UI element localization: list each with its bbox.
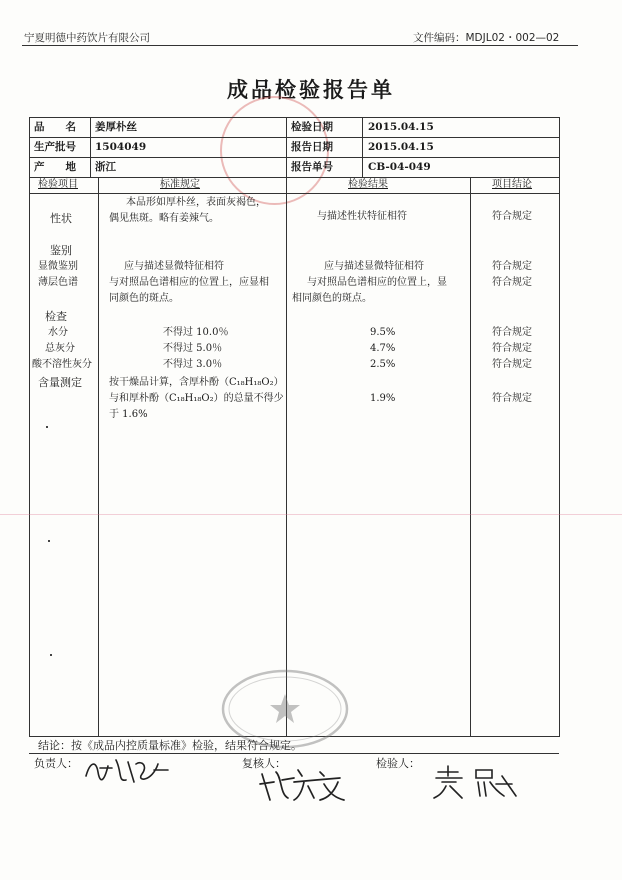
doc-code-value: MDJL02・002—02 (465, 32, 560, 44)
scan-line (0, 514, 622, 515)
micro-result: 应与描述显微特征相符 (324, 261, 424, 272)
micro-label: 显微鉴别 (38, 261, 78, 272)
batch-value: 1504049 (95, 141, 147, 153)
traits-label: 性状 (50, 212, 72, 225)
tlc-result-line2: 相同颜色的斑点。 (292, 293, 372, 304)
acid-ash-result: 2.5% (370, 359, 396, 370)
assay-std-line3: 于 1.6% (109, 409, 148, 420)
water-label: 水分 (48, 327, 68, 338)
micro-std: 应与描述显微特征相符 (124, 261, 224, 272)
tlc-conclusion: 符合规定 (492, 277, 532, 288)
final-conclusion: 结论：按《成品内控质量标准》检验，结果符合规定。 (38, 739, 302, 752)
reviewer-signature (258, 764, 348, 804)
tlc-std-line1: 与对照品色谱相应的位置上，应显相 (109, 277, 269, 288)
col-item: 检验项目 (38, 179, 78, 190)
check-label: 检查 (45, 310, 67, 323)
tlc-label: 薄层色谱 (38, 277, 78, 288)
tlc-std-line2: 同颜色的斑点。 (109, 293, 179, 304)
water-conclusion: 符合规定 (492, 327, 532, 338)
inspect-date-label: 检验日期 (291, 121, 333, 133)
traits-std-line2: 偶见焦斑。略有姜辣气。 (109, 213, 219, 224)
acid-ash-std: 不得过 3.0％ (163, 359, 223, 370)
reviewer-label: 复核人： (242, 757, 286, 770)
traits-conclusion: 符合规定 (492, 211, 532, 222)
batch-label: 生产批号 (34, 141, 76, 153)
micro-conclusion: 符合规定 (492, 261, 532, 272)
col-standard: 标准规定 (160, 179, 200, 190)
company-name: 宁夏明德中药饮片有限公司 (24, 32, 150, 44)
assay-result: 1.9% (370, 393, 396, 404)
report-date-value: 2015.04.15 (368, 141, 434, 153)
assay-label: 含量测定 (38, 376, 82, 389)
origin-value: 浙江 (95, 161, 116, 173)
col-conclusion: 项目结论 (492, 179, 532, 190)
origin-label: 产 地 (34, 161, 76, 173)
assay-std-line1: 按干燥品计算，含厚朴酚（C₁₈H₁₈O₂） (109, 377, 284, 388)
inspect-date-value: 2015.04.15 (368, 121, 434, 133)
report-no-label: 报告单号 (291, 161, 333, 173)
doc-code (413, 30, 559, 45)
water-result: 9.5% (370, 327, 396, 338)
ash-conclusion: 符合规定 (492, 343, 532, 354)
scan-speck (48, 540, 50, 542)
header-rule (22, 45, 578, 46)
tlc-result-line1: 与对照品色谱相应的位置上，显 (307, 277, 447, 288)
ident-label: 鉴别 (50, 244, 72, 257)
acid-ash-label: 酸不溶性灰分 (32, 359, 92, 370)
report-date-label: 报告日期 (291, 141, 333, 153)
assay-conclusion: 符合规定 (492, 393, 532, 404)
name-label: 品 名 (34, 121, 76, 133)
name-value: 姜厚朴丝 (95, 121, 137, 133)
col-result: 检验结果 (348, 179, 388, 190)
traits-std-line1: 本品形如厚朴丝，表面灰褐色， (126, 197, 266, 208)
responsible-signature (82, 752, 172, 788)
water-std: 不得过 10.0％ (163, 327, 229, 338)
inspector-signature (432, 762, 522, 802)
inspector-label: 检验人： (376, 757, 420, 770)
scan-speck (46, 426, 48, 428)
ash-result: 4.7% (370, 343, 396, 354)
ash-label: 总灰分 (45, 343, 75, 354)
assay-std-line2: 与和厚朴酚（C₁₈H₁₈O₂）的总量不得少 (109, 393, 284, 404)
acid-ash-conclusion: 符合规定 (492, 359, 532, 370)
traits-result: 与描述性状特征相符 (317, 211, 407, 222)
report-no-value: CB-04-049 (368, 161, 431, 173)
page-title: 成品检验报告单 (227, 77, 395, 102)
ash-std: 不得过 5.0％ (163, 343, 223, 354)
doc-code-label: 文件编码： (413, 32, 466, 44)
company-oval-stamp (220, 668, 350, 750)
responsible-label: 负责人： (34, 757, 78, 770)
scan-speck (50, 654, 52, 656)
